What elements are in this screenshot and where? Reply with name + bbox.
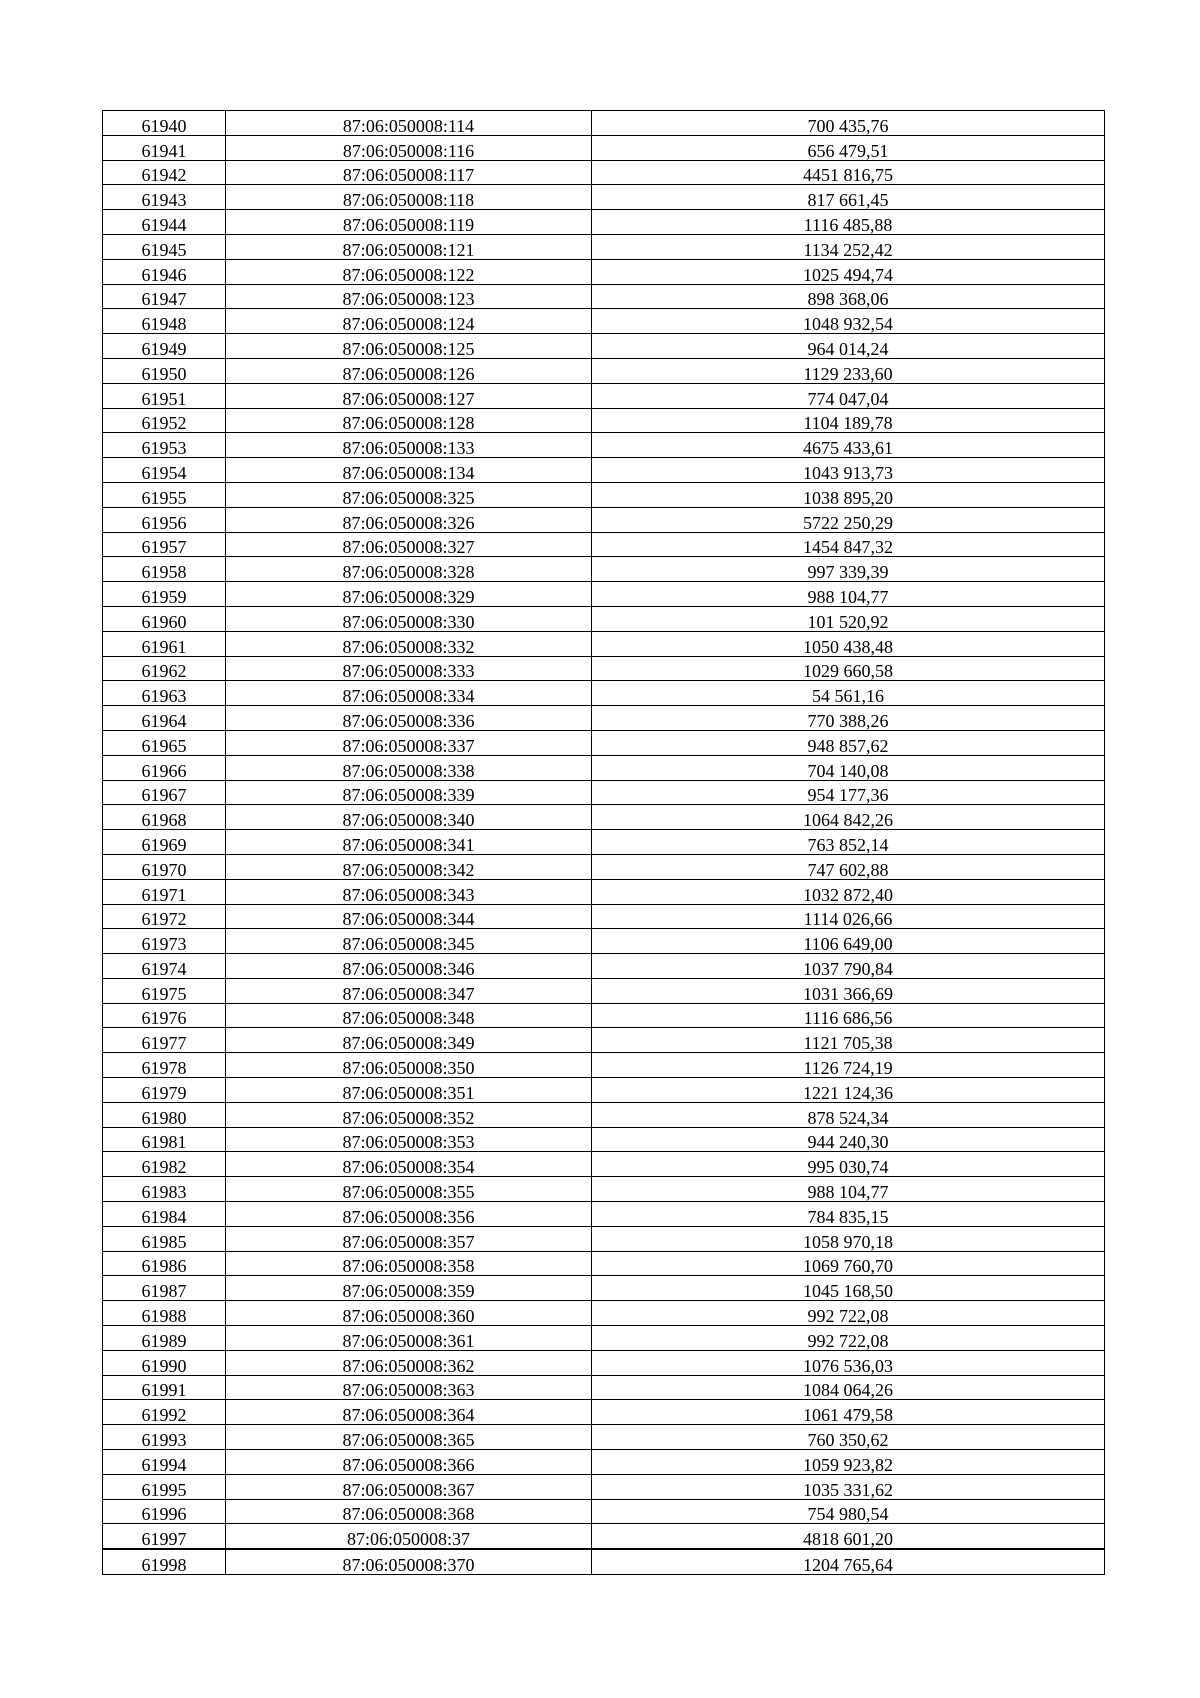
- table-row: [103, 185, 1105, 210]
- row-number-cell: 61945: [103, 234, 226, 259]
- cadastral-value-cell: 1106 649,00: [592, 929, 1105, 954]
- row-number-cell: 61949: [103, 334, 226, 359]
- table-row: [103, 1301, 1105, 1326]
- cadastral-value-cell: 1035 331,62: [592, 1474, 1105, 1499]
- cadastral-value-cell: 944 240,30: [592, 1127, 1105, 1152]
- table-row: [103, 1152, 1105, 1177]
- row-number-cell: 61975: [103, 978, 226, 1003]
- cadastral-value-cell: 1031 366,69: [592, 978, 1105, 1003]
- cadastral-number-cell: 87:06:050008:360: [226, 1301, 592, 1326]
- table-row: [103, 582, 1105, 607]
- row-number-cell: 61960: [103, 606, 226, 631]
- cadastral-value-cell: 988 104,77: [592, 1177, 1105, 1202]
- row-number-cell: 61941: [103, 135, 226, 160]
- cadastral-number-cell: 87:06:050008:349: [226, 1028, 592, 1053]
- cadastral-number-cell: 87:06:050008:337: [226, 730, 592, 755]
- table-row: [103, 631, 1105, 656]
- table-row: [103, 309, 1105, 334]
- cadastral-number-cell: 87:06:050008:327: [226, 532, 592, 557]
- table-row: [103, 160, 1105, 185]
- table-row: [103, 755, 1105, 780]
- cadastral-number-cell: 87:06:050008:336: [226, 706, 592, 731]
- row-number-cell: 61982: [103, 1152, 226, 1177]
- table-row: [103, 1202, 1105, 1227]
- table-row: [103, 978, 1105, 1003]
- row-number-cell: 61989: [103, 1326, 226, 1351]
- row-number-cell: 61990: [103, 1350, 226, 1375]
- cadastral-value-cell: 656 479,51: [592, 135, 1105, 160]
- table-row: [103, 681, 1105, 706]
- cadastral-value-cell: 997 339,39: [592, 557, 1105, 582]
- cadastral-number-cell: 87:06:050008:134: [226, 458, 592, 483]
- cadastral-number-cell: 87:06:050008:128: [226, 408, 592, 433]
- cadastral-value-cell: 1221 124,36: [592, 1078, 1105, 1103]
- row-number-cell: 61998: [103, 1549, 226, 1574]
- cadastral-number-cell: 87:06:050008:334: [226, 681, 592, 706]
- cadastral-value-cell: 1045 168,50: [592, 1276, 1105, 1301]
- cadastral-number-cell: 87:06:050008:362: [226, 1350, 592, 1375]
- cadastral-number-cell: 87:06:050008:344: [226, 904, 592, 929]
- table-row: [103, 954, 1105, 979]
- row-number-cell: 61991: [103, 1375, 226, 1400]
- table-row: [103, 135, 1105, 160]
- row-number-cell: 61988: [103, 1301, 226, 1326]
- cadastral-number-cell: 87:06:050008:325: [226, 482, 592, 507]
- cadastral-number-cell: 87:06:050008:126: [226, 358, 592, 383]
- cadastral-value-cell: 760 350,62: [592, 1425, 1105, 1450]
- table-row: [103, 879, 1105, 904]
- table-row: [103, 805, 1105, 830]
- table-row: [103, 1053, 1105, 1078]
- cadastral-value-cell: 704 140,08: [592, 755, 1105, 780]
- cadastral-number-cell: 87:06:050008:119: [226, 210, 592, 235]
- cadastral-number-cell: 87:06:050008:125: [226, 334, 592, 359]
- cadastral-value-table: [102, 110, 1105, 1575]
- cadastral-value-cell: 1058 970,18: [592, 1226, 1105, 1251]
- row-number-cell: 61996: [103, 1499, 226, 1524]
- row-number-cell: 61965: [103, 730, 226, 755]
- cadastral-value-cell: 1116 686,56: [592, 1003, 1105, 1028]
- row-number-cell: 61958: [103, 557, 226, 582]
- cadastral-value-cell: 1059 923,82: [592, 1450, 1105, 1475]
- cadastral-value-cell: 992 722,08: [592, 1326, 1105, 1351]
- row-number-cell: 61977: [103, 1028, 226, 1053]
- cadastral-value-cell: 1454 847,32: [592, 532, 1105, 557]
- cadastral-number-cell: 87:06:050008:347: [226, 978, 592, 1003]
- row-number-cell: 61974: [103, 954, 226, 979]
- cadastral-value-cell: 4451 816,75: [592, 160, 1105, 185]
- row-number-cell: 61976: [103, 1003, 226, 1028]
- row-number-cell: 61986: [103, 1251, 226, 1276]
- table-row: [103, 1003, 1105, 1028]
- table-row: [103, 1102, 1105, 1127]
- table-row: [103, 854, 1105, 879]
- cadastral-number-cell: 87:06:050008:352: [226, 1102, 592, 1127]
- cadastral-value-cell: 1114 026,66: [592, 904, 1105, 929]
- row-number-cell: 61947: [103, 284, 226, 309]
- cadastral-value-cell: 784 835,15: [592, 1202, 1105, 1227]
- row-number-cell: 61952: [103, 408, 226, 433]
- cadastral-value-cell: 988 104,77: [592, 582, 1105, 607]
- cadastral-number-cell: 87:06:050008:350: [226, 1053, 592, 1078]
- row-number-cell: 61942: [103, 160, 226, 185]
- row-number-cell: 61954: [103, 458, 226, 483]
- cadastral-number-cell: 87:06:050008:37: [226, 1524, 592, 1549]
- row-number-cell: 61995: [103, 1474, 226, 1499]
- cadastral-number-cell: 87:06:050008:355: [226, 1177, 592, 1202]
- table-row: [103, 606, 1105, 631]
- cadastral-value-cell: 1037 790,84: [592, 954, 1105, 979]
- row-number-cell: 61980: [103, 1102, 226, 1127]
- cadastral-number-cell: 87:06:050008:342: [226, 854, 592, 879]
- cadastral-value-cell: 5722 250,29: [592, 507, 1105, 532]
- cadastral-value-cell: 1064 842,26: [592, 805, 1105, 830]
- cadastral-number-cell: 87:06:050008:370: [226, 1549, 592, 1574]
- table-row: [103, 334, 1105, 359]
- cadastral-number-cell: 87:06:050008:114: [226, 111, 592, 136]
- cadastral-value-cell: 995 030,74: [592, 1152, 1105, 1177]
- cadastral-value-cell: 1134 252,42: [592, 234, 1105, 259]
- cadastral-value-cell: 1038 895,20: [592, 482, 1105, 507]
- table-body: [103, 111, 1105, 1575]
- table-row: [103, 1127, 1105, 1152]
- cadastral-number-cell: 87:06:050008:339: [226, 780, 592, 805]
- row-number-cell: 61985: [103, 1226, 226, 1251]
- cadastral-number-cell: 87:06:050008:326: [226, 507, 592, 532]
- row-number-cell: 61970: [103, 854, 226, 879]
- table-row: [103, 284, 1105, 309]
- cadastral-number-cell: 87:06:050008:363: [226, 1375, 592, 1400]
- cadastral-value-cell: 54 561,16: [592, 681, 1105, 706]
- row-number-cell: 61961: [103, 631, 226, 656]
- table-row: [103, 904, 1105, 929]
- cadastral-number-cell: 87:06:050008:341: [226, 830, 592, 855]
- row-number-cell: 61967: [103, 780, 226, 805]
- cadastral-number-cell: 87:06:050008:368: [226, 1499, 592, 1524]
- row-number-cell: 61963: [103, 681, 226, 706]
- cadastral-number-cell: 87:06:050008:356: [226, 1202, 592, 1227]
- cadastral-number-cell: 87:06:050008:127: [226, 383, 592, 408]
- cadastral-value-cell: 754 980,54: [592, 1499, 1105, 1524]
- table-row: [103, 1425, 1105, 1450]
- table-row: [103, 1400, 1105, 1425]
- row-number-cell: 61997: [103, 1524, 226, 1549]
- table-row: [103, 433, 1105, 458]
- cadastral-number-cell: 87:06:050008:353: [226, 1127, 592, 1152]
- cadastral-value-cell: 4818 601,20: [592, 1524, 1105, 1549]
- table-row: [103, 730, 1105, 755]
- table-row: [103, 557, 1105, 582]
- row-number-cell: 61966: [103, 755, 226, 780]
- table-row: [103, 1375, 1105, 1400]
- cadastral-number-cell: 87:06:050008:329: [226, 582, 592, 607]
- table-row: [103, 532, 1105, 557]
- row-number-cell: 61948: [103, 309, 226, 334]
- row-number-cell: 61978: [103, 1053, 226, 1078]
- cadastral-number-cell: 87:06:050008:340: [226, 805, 592, 830]
- cadastral-value-cell: 817 661,45: [592, 185, 1105, 210]
- cadastral-number-cell: 87:06:050008:333: [226, 656, 592, 681]
- cadastral-value-cell: 1061 479,58: [592, 1400, 1105, 1425]
- row-number-cell: 61943: [103, 185, 226, 210]
- cadastral-value-cell: 954 177,36: [592, 780, 1105, 805]
- cadastral-value-cell: 878 524,34: [592, 1102, 1105, 1127]
- row-number-cell: 61992: [103, 1400, 226, 1425]
- cadastral-number-cell: 87:06:050008:364: [226, 1400, 592, 1425]
- cadastral-value-cell: 992 722,08: [592, 1301, 1105, 1326]
- row-number-cell: 61959: [103, 582, 226, 607]
- table-row: [103, 1450, 1105, 1475]
- row-number-cell: 61953: [103, 433, 226, 458]
- table-row: [103, 507, 1105, 532]
- cadastral-value-cell: 763 852,14: [592, 830, 1105, 855]
- cadastral-number-cell: 87:06:050008:346: [226, 954, 592, 979]
- table-row: [103, 1226, 1105, 1251]
- table-row: [103, 458, 1105, 483]
- cadastral-value-cell: 1129 233,60: [592, 358, 1105, 383]
- cadastral-value-cell: 1076 536,03: [592, 1350, 1105, 1375]
- cadastral-number-cell: 87:06:050008:361: [226, 1326, 592, 1351]
- table-row: [103, 830, 1105, 855]
- row-number-cell: 61979: [103, 1078, 226, 1103]
- row-number-cell: 61972: [103, 904, 226, 929]
- cadastral-value-cell: 1048 932,54: [592, 309, 1105, 334]
- cadastral-value-cell: 1104 189,78: [592, 408, 1105, 433]
- cadastral-value-cell: 1050 438,48: [592, 631, 1105, 656]
- cadastral-value-cell: 1121 705,38: [592, 1028, 1105, 1053]
- row-number-cell: 61962: [103, 656, 226, 681]
- table-row: [103, 234, 1105, 259]
- cadastral-value-cell: 700 435,76: [592, 111, 1105, 136]
- cadastral-number-cell: 87:06:050008:345: [226, 929, 592, 954]
- table-row: [103, 1177, 1105, 1202]
- cadastral-value-cell: 4675 433,61: [592, 433, 1105, 458]
- cadastral-number-cell: 87:06:050008:365: [226, 1425, 592, 1450]
- cadastral-value-cell: 1069 760,70: [592, 1251, 1105, 1276]
- table-row: [103, 1524, 1105, 1549]
- table-row: [103, 358, 1105, 383]
- cadastral-number-cell: 87:06:050008:133: [226, 433, 592, 458]
- cadastral-number-cell: 87:06:050008:116: [226, 135, 592, 160]
- table-row: [103, 482, 1105, 507]
- cadastral-number-cell: 87:06:050008:122: [226, 259, 592, 284]
- cadastral-number-cell: 87:06:050008:348: [226, 1003, 592, 1028]
- cadastral-number-cell: 87:06:050008:328: [226, 557, 592, 582]
- table-row: [103, 408, 1105, 433]
- row-number-cell: 61951: [103, 383, 226, 408]
- table-row: [103, 210, 1105, 235]
- cadastral-value-cell: 898 368,06: [592, 284, 1105, 309]
- row-number-cell: 61964: [103, 706, 226, 731]
- cadastral-number-cell: 87:06:050008:330: [226, 606, 592, 631]
- cadastral-number-cell: 87:06:050008:338: [226, 755, 592, 780]
- row-number-cell: 61984: [103, 1202, 226, 1227]
- row-number-cell: 61946: [103, 259, 226, 284]
- table-row: [103, 111, 1105, 136]
- row-number-cell: 61956: [103, 507, 226, 532]
- row-number-cell: 61983: [103, 1177, 226, 1202]
- cadastral-value-cell: 747 602,88: [592, 854, 1105, 879]
- cadastral-value-cell: 964 014,24: [592, 334, 1105, 359]
- cadastral-number-cell: 87:06:050008:124: [226, 309, 592, 334]
- cadastral-value-cell: 1084 064,26: [592, 1375, 1105, 1400]
- row-number-cell: 61940: [103, 111, 226, 136]
- cadastral-number-cell: 87:06:050008:358: [226, 1251, 592, 1276]
- row-number-cell: 61969: [103, 830, 226, 855]
- cadastral-number-cell: 87:06:050008:121: [226, 234, 592, 259]
- table-row: [103, 383, 1105, 408]
- cadastral-number-cell: 87:06:050008:123: [226, 284, 592, 309]
- row-number-cell: 61973: [103, 929, 226, 954]
- table-row: [103, 1251, 1105, 1276]
- cadastral-value-cell: 1126 724,19: [592, 1053, 1105, 1078]
- cadastral-value-cell: 1029 660,58: [592, 656, 1105, 681]
- table-row: [103, 780, 1105, 805]
- cadastral-value-cell: 101 520,92: [592, 606, 1105, 631]
- cadastral-number-cell: 87:06:050008:366: [226, 1450, 592, 1475]
- table-row: [103, 1499, 1105, 1524]
- row-number-cell: 61955: [103, 482, 226, 507]
- table-row: [103, 1078, 1105, 1103]
- cadastral-number-cell: 87:06:050008:332: [226, 631, 592, 656]
- table-row: [103, 1276, 1105, 1301]
- cadastral-number-cell: 87:06:050008:343: [226, 879, 592, 904]
- cadastral-value-cell: 770 388,26: [592, 706, 1105, 731]
- cadastral-number-cell: 87:06:050008:351: [226, 1078, 592, 1103]
- table-row: [103, 656, 1105, 681]
- row-number-cell: 61957: [103, 532, 226, 557]
- cadastral-value-cell: 1204 765,64: [592, 1549, 1105, 1574]
- cadastral-number-cell: 87:06:050008:117: [226, 160, 592, 185]
- table-row: [103, 259, 1105, 284]
- cadastral-value-cell: 1043 913,73: [592, 458, 1105, 483]
- cadastral-number-cell: 87:06:050008:367: [226, 1474, 592, 1499]
- table-row: [103, 929, 1105, 954]
- table-row: [103, 1028, 1105, 1053]
- row-number-cell: 61993: [103, 1425, 226, 1450]
- row-number-cell: 61950: [103, 358, 226, 383]
- cadastral-value-cell: 1025 494,74: [592, 259, 1105, 284]
- row-number-cell: 61944: [103, 210, 226, 235]
- row-number-cell: 61994: [103, 1450, 226, 1475]
- table-row: [103, 706, 1105, 731]
- cadastral-number-cell: 87:06:050008:118: [226, 185, 592, 210]
- row-number-cell: 61971: [103, 879, 226, 904]
- cadastral-value-cell: 1116 485,88: [592, 210, 1105, 235]
- cadastral-number-cell: 87:06:050008:357: [226, 1226, 592, 1251]
- cadastral-number-cell: 87:06:050008:354: [226, 1152, 592, 1177]
- cadastral-number-cell: 87:06:050008:359: [226, 1276, 592, 1301]
- table-row: [103, 1549, 1105, 1574]
- row-number-cell: 61968: [103, 805, 226, 830]
- table-row: [103, 1474, 1105, 1499]
- table-row: [103, 1326, 1105, 1351]
- row-number-cell: 61987: [103, 1276, 226, 1301]
- cadastral-value-cell: 1032 872,40: [592, 879, 1105, 904]
- table-row: [103, 1350, 1105, 1375]
- row-number-cell: 61981: [103, 1127, 226, 1152]
- cadastral-value-cell: 948 857,62: [592, 730, 1105, 755]
- cadastral-value-cell: 774 047,04: [592, 383, 1105, 408]
